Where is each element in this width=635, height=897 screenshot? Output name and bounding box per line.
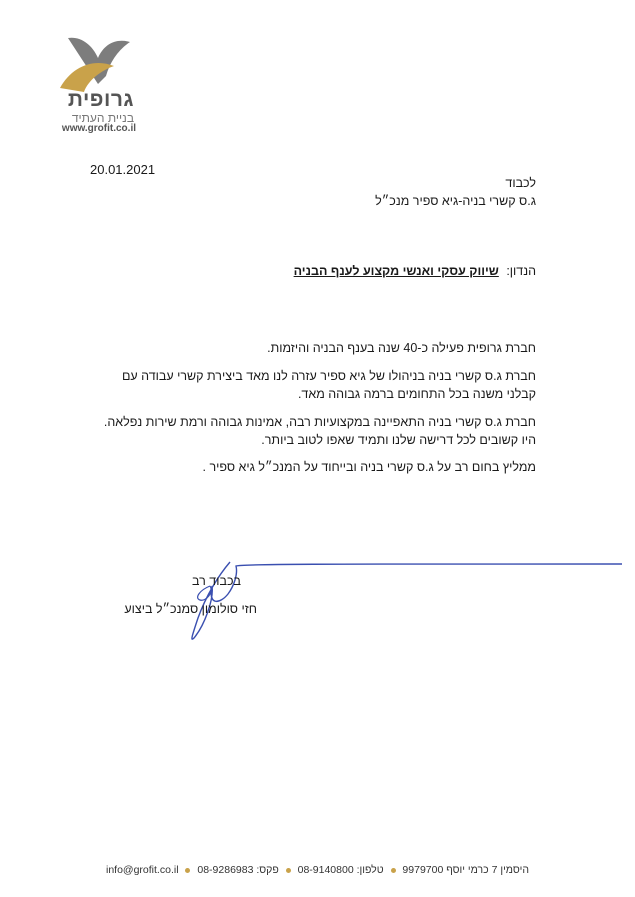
subject-text: שיווק עסקי ואנשי מקצוע לענף הבניה [293, 264, 499, 278]
footer-phone: טלפון: 08-9140800 [297, 864, 384, 876]
subject-label: הנדון: [506, 264, 536, 278]
bullet-icon [391, 868, 396, 873]
logo-name: גרופית [67, 88, 134, 111]
body-paragraph-2: חברת ג.ס קשרי בניה בניהולו של גיא ספיר עזרה לנו מאד ביצירת קשרי עבודה עם קבלני משנה בכל התחומים ברמה גבוהה מאד. [121, 369, 536, 401]
bullet-icon [286, 868, 291, 873]
signer-name: חזי סולומון סמנכ״ל ביצוע [124, 602, 257, 616]
letter-date: 20.01.2021 [90, 162, 156, 177]
grofit-logo-mark-icon [58, 36, 136, 92]
subject-line [294, 264, 536, 278]
logo-url: www.grofit.co.il [61, 123, 136, 134]
to-line: לכבוד [505, 176, 536, 190]
signature-icon [170, 556, 630, 646]
body-paragraph-3: חברת ג.ס קשרי בניה התאפיינה במקצועיות רבה, אמינות גבוהה ורמת שירות נפלאה. היו קשובים לכל דרישה שלנו ותמיד שאפו לטוב ביותר. [103, 415, 536, 447]
footer [0, 864, 635, 876]
recipient-line: ג.ס קשרי בניה-גיא ספיר מנכ״ל [375, 194, 536, 208]
footer-fax: פקס: 08-9286983 [197, 864, 279, 876]
company-logo [52, 36, 142, 134]
footer-address: היסמין 7 כרמי יוסף 9979700 [402, 864, 529, 876]
body-paragraph-4: ממליץ בחום רב על ג.ס קשרי בניה ובייחוד על המנכ״ל גיא ספיר . [202, 460, 536, 474]
bullet-icon [185, 868, 190, 873]
body-paragraph-1: חברת גרופית פעילה כ-40 שנה בענף הבניה והיזמות. [267, 341, 536, 355]
closing-text: בכבוד רב [192, 574, 241, 588]
logo-tagline: בניית העתיד [71, 111, 134, 125]
footer-email[interactable]: info@grofit.co.il [106, 864, 179, 876]
